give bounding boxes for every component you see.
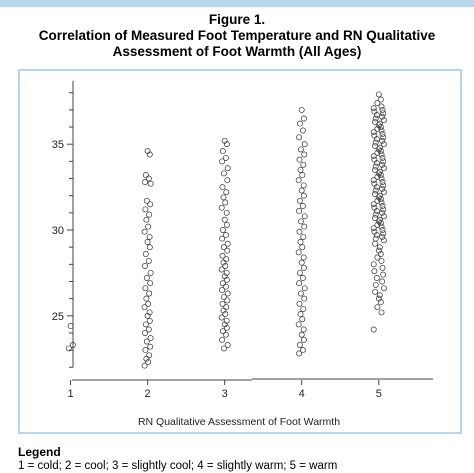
data-point: [371, 202, 376, 207]
x-tick-label: 5: [375, 388, 382, 400]
data-point: [220, 281, 225, 286]
data-point: [380, 203, 385, 208]
data-point: [225, 248, 230, 253]
data-point: [144, 275, 149, 280]
data-point: [148, 181, 153, 186]
data-point: [225, 166, 230, 171]
data-point: [299, 260, 304, 265]
data-point: [142, 330, 147, 335]
y-tick-label: 25: [51, 310, 64, 323]
data-point: [374, 275, 379, 280]
data-point: [380, 179, 385, 184]
data-point: [300, 275, 305, 280]
data-point: [225, 298, 230, 303]
data-point: [381, 111, 386, 116]
data-point: [297, 281, 302, 286]
data-point: [142, 263, 147, 268]
data-point: [381, 183, 386, 188]
data-point: [302, 286, 307, 291]
data-point: [297, 157, 302, 162]
data-point: [220, 236, 225, 241]
data-point: [297, 121, 302, 126]
x-axis-label: RN Qualitative Assessment of Foot Warmth: [137, 416, 341, 428]
data-point: [219, 267, 224, 272]
data-point: [224, 305, 229, 310]
data-point: [298, 219, 303, 224]
data-point: [380, 107, 385, 112]
data-point: [379, 258, 384, 263]
data-point: [371, 262, 376, 267]
data-point: [373, 289, 378, 294]
data-points: [66, 92, 386, 368]
data-point: [298, 147, 303, 152]
data-point: [221, 171, 226, 176]
data-point: [147, 234, 152, 239]
data-point: [301, 162, 306, 167]
data-point: [302, 214, 307, 219]
data-point: [373, 282, 378, 287]
data-point: [147, 291, 152, 296]
data-point: [148, 281, 153, 286]
data-point: [147, 212, 152, 217]
data-point: [371, 226, 376, 231]
data-point: [142, 363, 147, 368]
data-point: [298, 291, 303, 296]
data-point: [297, 135, 302, 140]
data-point: [379, 310, 384, 315]
data-point: [144, 296, 149, 301]
data-point: [373, 241, 378, 246]
data-point: [148, 270, 153, 275]
data-point: [377, 245, 382, 250]
data-point: [143, 286, 148, 291]
data-point: [220, 159, 225, 164]
data-point: [299, 107, 304, 112]
data-point: [147, 245, 152, 250]
data-point: [297, 342, 302, 347]
data-point: [297, 198, 302, 203]
data-point: [221, 346, 226, 351]
y-tick-label: 35: [51, 139, 64, 152]
data-point: [380, 265, 385, 270]
data-point: [296, 178, 301, 183]
data-point: [144, 217, 149, 222]
data-point: [301, 234, 306, 239]
data-point: [220, 149, 225, 154]
data-point: [302, 142, 307, 147]
data-point: [298, 312, 303, 317]
data-point: [371, 178, 376, 183]
data-point: [300, 173, 305, 178]
legend-heading: Legend: [18, 445, 61, 459]
data-point: [300, 128, 305, 133]
data-point: [300, 317, 305, 322]
data-point: [225, 178, 230, 183]
data-point: [224, 257, 229, 262]
data-point: [300, 203, 305, 208]
data-point: [143, 322, 148, 327]
figure-title-line-1: Correlation of Measured Foot Temperature and RN Qualitative: [38, 28, 436, 43]
data-point: [377, 293, 382, 298]
data-point: [380, 279, 385, 284]
data-point: [297, 351, 302, 356]
data-point: [219, 205, 224, 210]
data-point: [380, 131, 385, 136]
data-point: [299, 188, 304, 193]
data-point: [301, 337, 306, 342]
data-point: [375, 305, 380, 310]
y-tick-label: 30: [51, 225, 64, 237]
data-point: [371, 130, 376, 135]
data-point: [220, 337, 225, 342]
data-point: [302, 152, 307, 157]
data-point: [371, 327, 376, 332]
data-point: [147, 353, 152, 358]
data-point: [146, 258, 151, 263]
data-point: [143, 173, 148, 178]
data-point: [297, 301, 302, 306]
data-point: [297, 270, 302, 275]
data-point: [219, 315, 224, 320]
x-tick-label: 4: [298, 388, 305, 400]
data-point: [301, 306, 306, 311]
data-point: [66, 346, 71, 351]
data-point: [301, 183, 306, 188]
data-point: [223, 200, 228, 205]
data-point: [220, 227, 225, 232]
data-point: [142, 305, 147, 310]
data-point: [296, 322, 301, 327]
x-tick-label: 2: [144, 388, 151, 400]
data-point: [143, 207, 148, 212]
data-point: [381, 159, 386, 164]
figure-title-line-2: Assessment of Foot Warmth (All Ages): [112, 44, 362, 59]
data-point: [298, 239, 303, 244]
data-point: [302, 224, 307, 229]
data-point: [146, 224, 151, 229]
axes: [52, 81, 433, 400]
data-point: [300, 245, 305, 250]
data-point: [296, 250, 301, 255]
data-point: [68, 324, 73, 329]
data-point: [372, 269, 377, 274]
data-point: [381, 286, 386, 291]
data-point: [148, 344, 153, 349]
data-point: [301, 193, 306, 198]
data-point: [297, 209, 302, 214]
data-point: [380, 155, 385, 160]
legend-text: 1 = cold; 2 = cool; 3 = slightly cool; 4 = slightly warm; 5 = warm: [18, 460, 338, 472]
data-point: [143, 251, 148, 256]
data-point: [373, 236, 378, 241]
data-point: [297, 229, 302, 234]
data-point: [380, 227, 385, 232]
data-point: [221, 195, 226, 200]
data-point: [298, 167, 303, 172]
data-point: [371, 154, 376, 159]
x-tick-label: 1: [67, 388, 74, 400]
data-point: [223, 332, 228, 337]
data-point: [381, 207, 386, 212]
data-point: [142, 229, 147, 234]
data-point: [301, 327, 306, 332]
data-point: [381, 231, 386, 236]
data-point: [301, 116, 306, 121]
data-point: [224, 190, 229, 195]
data-point: [142, 179, 147, 184]
data-point: [371, 106, 376, 111]
data-point: [221, 245, 226, 250]
data-point: [301, 265, 306, 270]
data-point: [299, 332, 304, 337]
data-point: [379, 104, 384, 109]
data-point: [144, 339, 149, 344]
data-point: [220, 329, 225, 334]
data-point: [148, 202, 153, 207]
x-tick-label: 3: [221, 388, 228, 400]
data-point: [378, 97, 383, 102]
data-point: [376, 92, 381, 97]
data-point: [224, 222, 229, 227]
data-point: [143, 348, 148, 353]
data-point: [222, 217, 227, 222]
figure-label: Figure 1.: [208, 12, 266, 27]
data-point: [381, 135, 386, 140]
data-point: [145, 239, 150, 244]
data-point: [220, 288, 225, 293]
data-point: [224, 210, 229, 215]
data-point: [220, 185, 225, 190]
data-point: [381, 272, 386, 277]
data-point: [301, 255, 306, 260]
data-point: [302, 296, 307, 301]
